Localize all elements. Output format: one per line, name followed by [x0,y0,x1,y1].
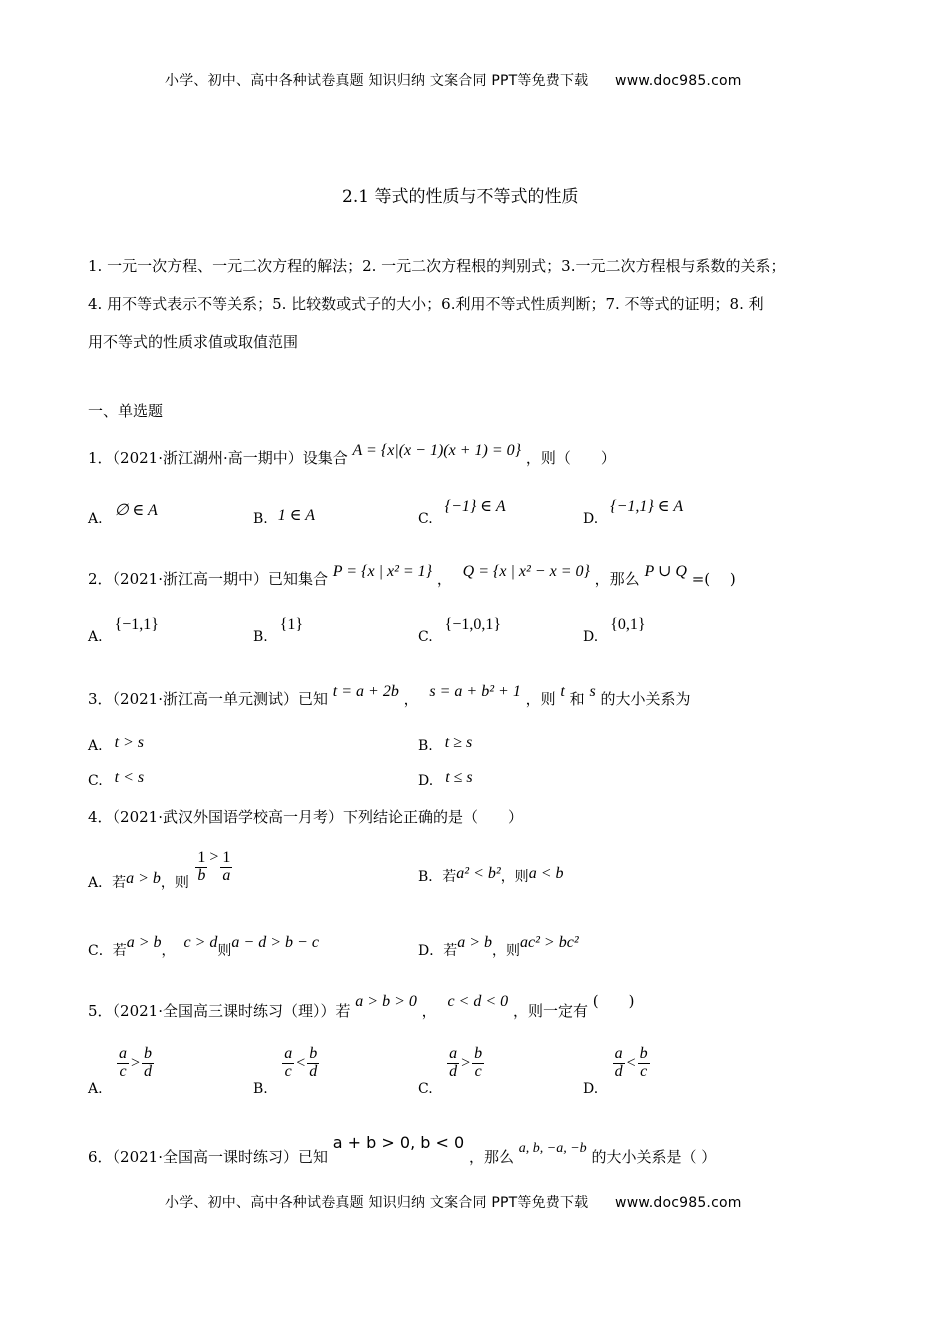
question-2: 2．（2021·浙江高一期中）已知集合 P = {x | x² = 1} ， Q = {x | x² − x = 0} ，那么 P ∪ Q =( ) [88,563,736,588]
q1-stem: 1．（2021·浙江湖州·高一期中）设集合 [88,449,348,467]
q3-option-c: C. t < s [88,769,145,789]
q1-math: A = {x|(x − 1)(x + 1) = 0} [352,442,522,459]
q2-option-b: B.{1} [253,616,304,645]
q1-option-d: D.{−1,1} ∈ A [583,498,684,527]
footer-text: 小学、初中、高中各种试卷真题 知识归纳 文案合同 PPT等免费下载 [165,1195,589,1211]
question-5: 5．（2021·全国高三课时练习（理））若 a > b > 0 ， c < d < 0 ，则一定有 ( ) [88,992,635,1020]
q5-option-a: A. $\frac{a}{c}$ > $\frac{b}{d}$ [88,1045,153,1098]
q1-tail: ，则（ ） [525,449,616,467]
q2-option-c: C.{−1,0,1} [418,616,502,645]
question-1 [88,442,616,468]
header-url: www.doc985.com [615,73,742,89]
header-text: 小学、初中、高中各种试卷真题 知识归纳 文案合同 PPT等免费下载 [165,73,589,89]
question-3: 3．（2021·浙江高一单元测试）已知 t = a + 2b ， s = a + b² + 1 ，则 t 和 s 的大小关系为 [88,683,691,708]
q5-option-b: B. $\frac{a}{c}$ < $\frac{b}{d}$ [253,1045,318,1098]
intro-line-2: 4. 用不等式表示不等关系；5. 比较数或式子的大小；6.利用不等式性质判断；7. 不等式的证明；8. 利 [88,295,764,313]
q4-option-b: B．若a² < b²，则a < b [418,865,564,885]
q3-option-b: B. t ≥ s [418,734,473,754]
q2-option-d: D.{0,1} [583,616,646,645]
page-header [165,70,742,90]
page-title: 2.1 等式的性质与不等式的性质 [342,187,579,207]
q2-option-a: A.{−1,1} [88,616,159,645]
q3-option-a: A. t > s [88,734,145,754]
q5-option-c: C. $\frac{a}{d}$ > $\frac{b}{c}$ [418,1045,483,1098]
q5-option-d: D. $\frac{a}{d}$ < $\frac{b}{c}$ [583,1045,648,1098]
q1-option-b: B. 1 ∈ A [253,507,316,527]
q4-option-a: A．若a > b，则 $\frac{1}{b}$ > $\frac{1}{a}$ [88,848,231,892]
section-heading: 一、单选题 [88,402,164,420]
footer-url: www.doc985.com [615,1195,742,1211]
question-6: 6．（2021·全国高一课时练习）已知 a + b > 0, b < 0 ，那么 a, b, −a, −b 的大小关系是（ ） [88,1133,717,1166]
intro-line-3: 用不等式的性质求值或取值范围 [88,333,299,351]
q4-option-c: C．若a > b， c > d则a − d > b − c [88,934,319,959]
q1-option-a: A. ∅ ∈ A [88,502,158,527]
page-footer [165,1192,742,1212]
q1-option-c: C.{−1} ∈ A [418,498,506,527]
intro-line-1: 1. 一元一次方程、一元二次方程的解法；2. 一元二次方程根的判别式；3.一元二次方程根与系数的关系； [88,257,786,275]
q3-option-d: D. t ≤ s [418,769,473,789]
question-4: 4．（2021·武汉外国语学校高一月考）下列结论正确的是（ ） [88,808,523,826]
q4-option-d: D．若a > b，则ac² > bc² [418,934,579,959]
